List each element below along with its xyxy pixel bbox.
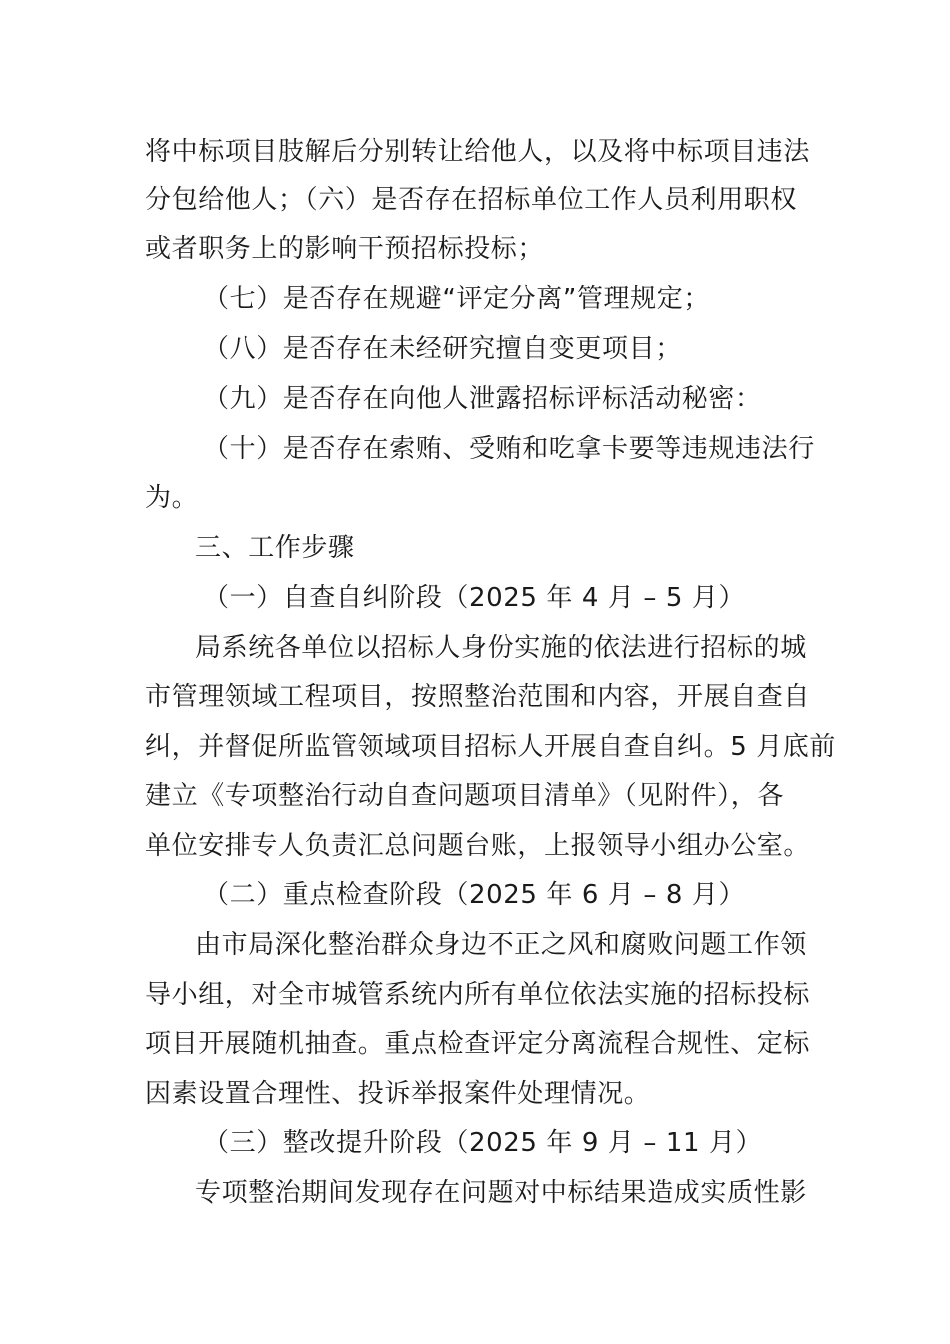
- text-line: 分包给他人；（六）是否存在招标单位工作人员利用职权: [145, 185, 798, 215]
- text-line: 建立《专项整治行动自查问题项目清单》（见附件），各: [145, 781, 785, 811]
- text-line: 为。: [145, 483, 199, 513]
- text-line: 局系统各单位以招标人身份实施的依法进行招标的城: [195, 633, 807, 663]
- subsection-heading: （二）重点检查阶段（2025 年 6 月 – 8 月）: [203, 880, 746, 910]
- list-item-9: （九）是否存在向他人泄露招标评标活动秘密：: [203, 384, 762, 414]
- text-line: 由市局深化整治群众身边不正之风和腐败问题工作领: [195, 930, 807, 960]
- text-line: 专项整治期间发现存在问题对中标结果造成实质性影: [195, 1178, 807, 1208]
- text-line: 市管理领域工程项目，按照整治范围和内容，开展自查自: [145, 682, 811, 712]
- text-line: 纠，并督促所监管领域项目招标人开展自查自纠。5 月底前: [145, 732, 837, 762]
- text-line: 或者职务上的影响干预招标投标；: [145, 234, 545, 264]
- subsection-heading: （一）自查自纠阶段（2025 年 4 月 – 5 月）: [203, 583, 746, 613]
- list-item-8: （八）是否存在未经研究擅自变更项目；: [203, 334, 682, 364]
- text-line: 项目开展随机抽查。重点检查评定分离流程合规性、定标: [145, 1029, 811, 1059]
- section-heading: 三、工作步骤: [195, 533, 355, 563]
- text-line: 单位安排专人负责汇总问题台账，上报领导小组办公室。: [145, 831, 811, 861]
- text-line: 因素设置合理性、投诉举报案件处理情况。: [145, 1079, 651, 1109]
- subsection-heading: （三）整改提升阶段（2025 年 9 月 – 11 月）: [203, 1128, 763, 1158]
- text-line: 导小组，对全市城管系统内所有单位依法实施的招标投标: [145, 980, 811, 1010]
- list-item-7: （七）是否存在规避“评定分离”管理规定；: [203, 284, 710, 314]
- text-line: 将中标项目肢解后分别转让给他人，以及将中标项目违法: [145, 137, 811, 167]
- list-item-10: （十）是否存在索贿、受贿和吃拿卡要等违规违法行: [203, 434, 815, 464]
